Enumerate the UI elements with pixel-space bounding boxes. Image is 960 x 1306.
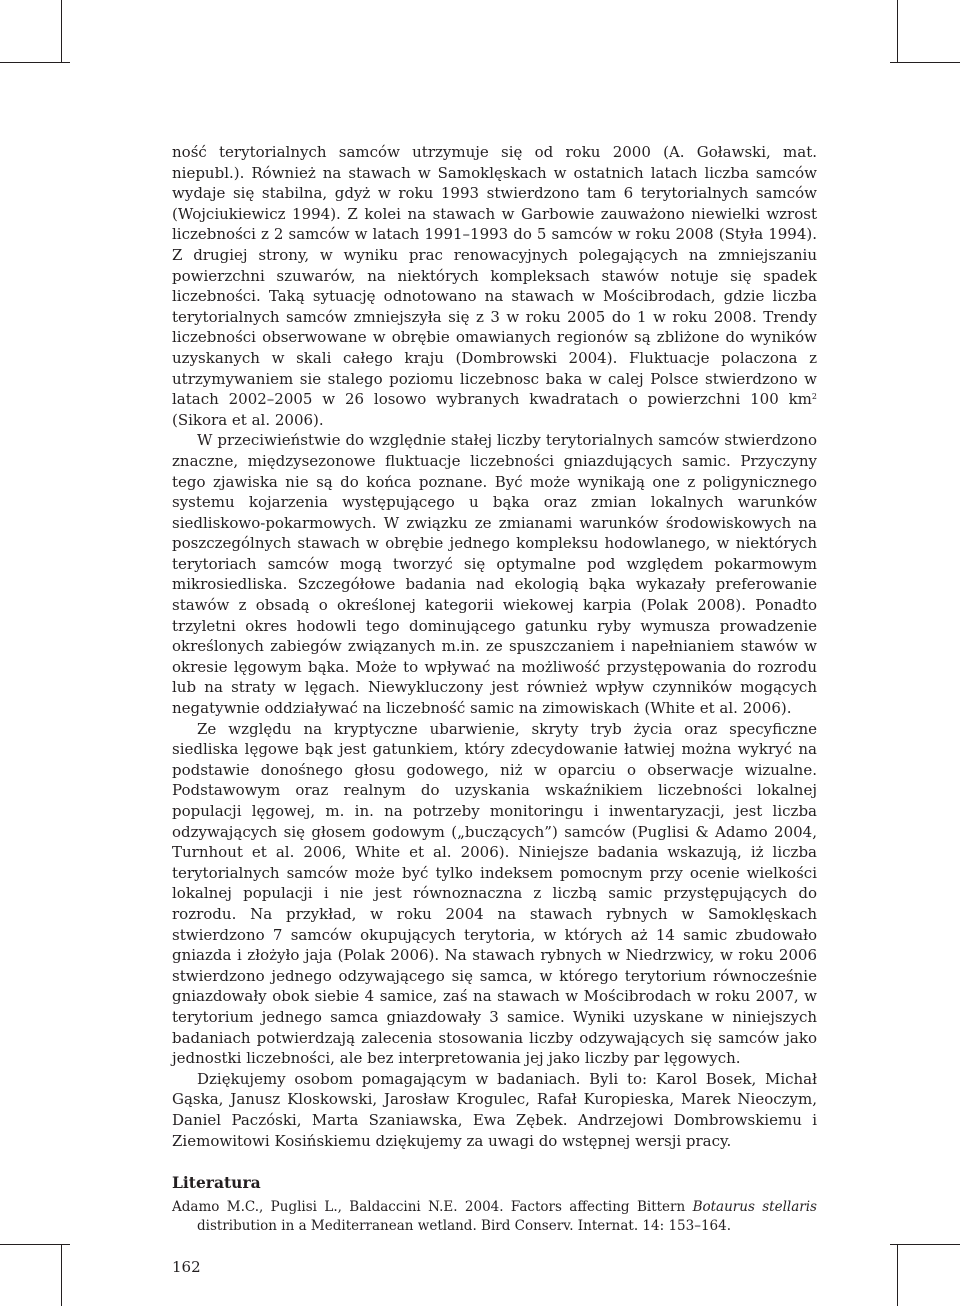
paragraph-text: ność terytorialnych samców utrzymuje się od roku 2000 (A. Goławski, mat. niepubl.). Również na stawach w Samoklęskach w ostatnich latach liczba samców wydaje się stabilna, gdyż w roku 1993 stwierdzono tam 6 terytorialnych samców (Wojciukiewicz 1994). Z kolei na stawach w Garbowie zauważono niewielki wzrost liczebności z 2 samców w latach 1991–1993 do 5 samców w roku 2008 (Styła 1994). Z drugiej strony, w wyniku prac renowacyjnych polegających na zmniejszaniu powierzchni szuwarów, na niektórych kompleksach stawów notuje się spadek liczebności. Taką sytuację odnotowano na stawach w Mościbrodach, gdzie liczba terytorialnych samców zmniejszyła się z 3 w roku 2005 do 1 w roku 2008. Trendy liczebności obserwowane w obrębie omawianych regionów są zbliżone do wyników uzyskanych w skali całego kraju (Dombrowski 2004). Fluktuacje polaczona z utrzymywaniem sie stalego poziomu liczebnosc baka w calej Polsce stwierdzono w latach 2002–2005 w 26 losowo wybranych kwadratach o powierzchni 100 km [172, 143, 817, 409]
body-text [172, 142, 817, 1151]
crop-mark [61, 0, 62, 62]
references-heading: Literatura [172, 1173, 261, 1193]
crop-mark [0, 1244, 70, 1245]
reference-species-name: Botaurus stellaris [692, 1199, 817, 1216]
crop-mark [890, 62, 960, 63]
superscript: 2 [811, 392, 817, 402]
reference-text: distribution in a Mediterranean wetland. Bird Conserv. Internat. 14: 153–164. [197, 1218, 732, 1235]
reference-item [172, 1198, 817, 1236]
page-number: 162 [172, 1258, 201, 1277]
paragraph [172, 142, 817, 430]
paragraph: W przeciwieństwie do względnie stałej liczby terytorialnych samców stwierdzono znaczne, międzysezonowe fluktuacje liczebności gniazdujących samic. Przyczyny tego zjawiska nie są do końca poznane. Być może wynikają one z poligynicznego systemu kojarzenia występującego u bąka oraz zmian lokalnych warunków siedliskowo-pokarmowych. W związku ze zmianami warunków środowiskowych na poszczególnych stawach w obrębie jednego kompleksu hodowlanego, w niektórych terytoriach samców mogą tworzyć się optymalne pod względem pokarmowym mikrosiedliska. Szczegółowe badania nad ekologią bąka wykazały preferowanie stawów z obsadą o określonej kategorii wiekowej karpia (Polak 2008). Ponadto trzyletni okres hodowli tego dominującego gatunku ryby wymusza prowadzenie określonych zabiegów związanych m.in. ze spuszczaniem i napełnianiem stawów w okresie lęgowym bąka. Może to wpływać na możliwość przystępowania do rozrodu lub na straty w lęgach. Niewykluczony jest również wpływ czynników mogących negatywnie oddziaływać na liczebność samic na zimowiskach (White et al. 2006). [172, 431, 817, 718]
crop-mark [897, 1244, 898, 1306]
paragraph-text: (Sikora et al. 2006). [172, 410, 324, 429]
paragraph: Dziękujemy osobom pomagającym w badaniach. Byli to: Karol Bosek, Michał Gąska, Janusz Kloskowski, Jarosław Krogulec, Rafał Kuropieska, Marek Nieoczym, Daniel Paczóski, Marta Szaniawska, Ewa Zębek. Andrzejowi Dombrowskiemu i Ziemowitowi Kosińskiemu dziękujemy za uwagi do wstępnej wersji pracy. [172, 1069, 817, 1150]
paragraph: Ze względu na kryptyczne ubarwienie, skryty tryb życia oraz specyficzne siedliska lęgowe bąk jest gatunkiem, który zdecydowanie łatwiej można wykryć na podstawie donośnego głosu godowego, niż w oparciu o obserwacje wizualne. Podstawowym oraz realnym do uzyskania wskaźnikiem liczebności lokalnej populacji lęgowej, m. in. na potrzeby monitoringu i inwentaryzacji, jest liczba odzywających się głosem godowym („buczących”) samców (Puglisi & Adamo 2004, Turnhout et al. 2006, White et al. 2006). Niniejsze badania wskazują, iż liczba terytorialnych samców może być tylko indeksem pomocnym przy ocenie wielkości lokalnej populacji i nie jest równoznaczna z liczbą samic przystępujących do rozrodu. Na przykład, w roku 2004 na stawach rybnych w Samoklęskach stwierdzono 7 samców okupujących terytoria, w których aż 14 samic zbudowało gniazda i złożyło jaja (Polak 2006). Na stawach rybnych w Niedrzwicy, w roku 2006 stwierdzono jednego odzywającego się samca, w którego terytorium równocześnie gniazdowały obok siebie 4 samice, zaś na stawach w Mościbrodach w roku 2007, w terytorium jednego samca gniazdowały 3 samice. Wyniki uzyskane w niniejszych badaniach potwierdzają zalecenia stosowania liczby odzywających się samców jako jednostki liczebności, ale bez interpretowania jej jako liczby par lęgowych. [172, 719, 817, 1068]
reference-text: Adamo M.C., Puglisi L., Baldaccini N.E. 2004. Factors affecting Bittern [172, 1199, 693, 1216]
page-content [172, 142, 817, 1276]
crop-mark [0, 62, 70, 63]
crop-mark [61, 1244, 62, 1306]
crop-mark [897, 0, 898, 62]
crop-mark [890, 1244, 960, 1245]
